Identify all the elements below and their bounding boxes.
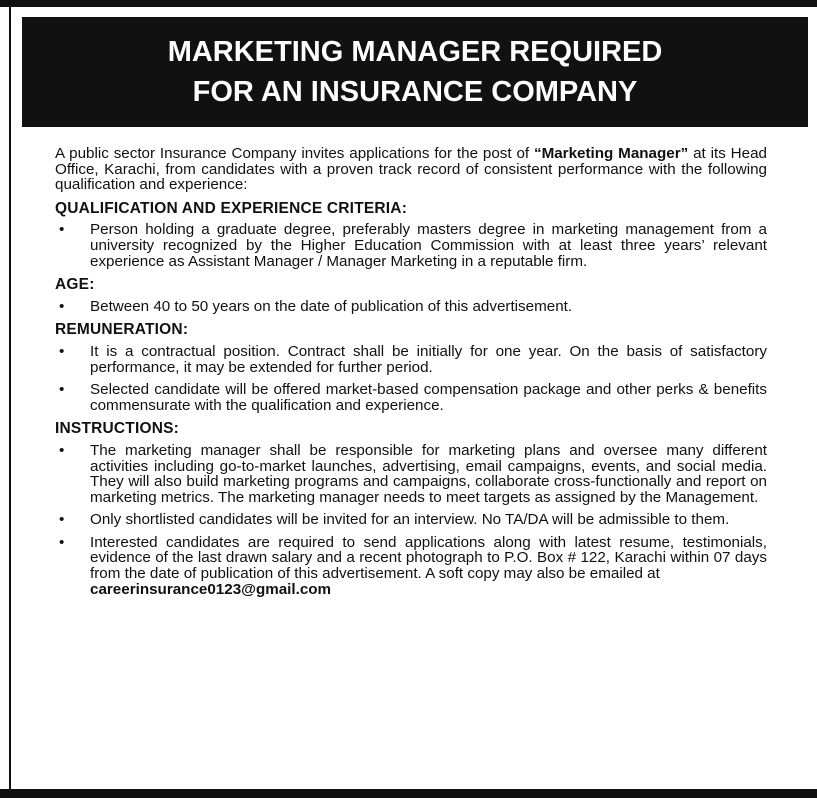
left-border bbox=[9, 7, 11, 798]
email-address: careerinsurance0123@gmail.com bbox=[90, 580, 332, 598]
age-heading: AGE: bbox=[55, 276, 95, 294]
banner-title-line-1: MARKETING MANAGER REQUIRED bbox=[167, 36, 663, 68]
bullet: • bbox=[59, 381, 65, 399]
list-item-text: The marketing manager shall be responsible for marketing plans and oversee many different activities including go-to-market launches, advertising, email campaigns, events, and social media. They will also build marketing programs and campaigns, collaborate cross-functionally and report on marketing metrics. The marketing manager needs to meet targets as assigned by the Management. bbox=[90, 441, 767, 506]
intro-text-pre: A public sector Insurance Company invites applications for the post of bbox=[55, 145, 534, 162]
age-list bbox=[55, 299, 767, 315]
list-item-text: It is a contractual position. Contract shall be initially for one year. On the basis of satisfactory performance, it may be extended for further period. bbox=[90, 342, 767, 376]
top-border bbox=[0, 0, 817, 7]
remuneration-heading: REMUNERATION: bbox=[55, 321, 189, 339]
list-item bbox=[55, 512, 767, 528]
intro-text-post: at its Head Office, Karachi, from candidates with a proven track record of consistent performance with the following qualification and experience: bbox=[55, 145, 767, 194]
bullet: • bbox=[59, 511, 65, 529]
bullet: • bbox=[59, 221, 65, 239]
bullet: • bbox=[59, 342, 65, 360]
intro-post-title: “Marketing Manager” bbox=[533, 145, 689, 162]
remuneration-list bbox=[55, 344, 767, 413]
list-item-text: Selected candidate will be offered market-based compensation package and other perks & benefits commensurate with the qualification and experience. bbox=[90, 381, 767, 414]
list-item-text: Person holding a graduate degree, preferably masters degree in marketing management from a university recognized by the Higher Education Commission with at least three years’ relevant experience as Assistant Manager / Manager Marketing in a reputable firm. bbox=[90, 221, 767, 270]
title-banner bbox=[22, 17, 808, 127]
list-item bbox=[55, 344, 767, 375]
bullet: • bbox=[59, 533, 65, 551]
list-item-text: Only shortlisted candidates will be invited for an interview. No TA/DA will be admissible to them. bbox=[90, 511, 730, 529]
list-item bbox=[55, 443, 767, 505]
list-item bbox=[55, 299, 767, 315]
ad-body bbox=[55, 146, 767, 604]
instructions-list bbox=[55, 443, 767, 597]
bullet: • bbox=[59, 441, 65, 459]
qualification-list bbox=[55, 222, 767, 269]
bottom-border bbox=[0, 789, 817, 798]
list-item-text: Interested candidates are required to send applications along with latest resume, testimonials, evidence of the last drawn salary and a recent photograph to P.O. Box # 122, Karachi within 07 days from the date of publication of this advertisement. A soft copy may also be emailed at bbox=[90, 533, 767, 583]
instructions-heading: INSTRUCTIONS: bbox=[55, 420, 180, 438]
list-item bbox=[55, 535, 767, 597]
list-item bbox=[55, 222, 767, 269]
qualification-heading: QUALIFICATION AND EXPERIENCE CRITERIA: bbox=[55, 199, 408, 217]
list-item bbox=[55, 382, 767, 413]
list-item-text: Between 40 to 50 years on the date of publication of this advertisement. bbox=[90, 297, 573, 315]
intro-paragraph bbox=[55, 146, 767, 193]
banner-title-line-2: FOR AN INSURANCE COMPANY bbox=[192, 76, 638, 108]
bullet: • bbox=[59, 297, 65, 315]
